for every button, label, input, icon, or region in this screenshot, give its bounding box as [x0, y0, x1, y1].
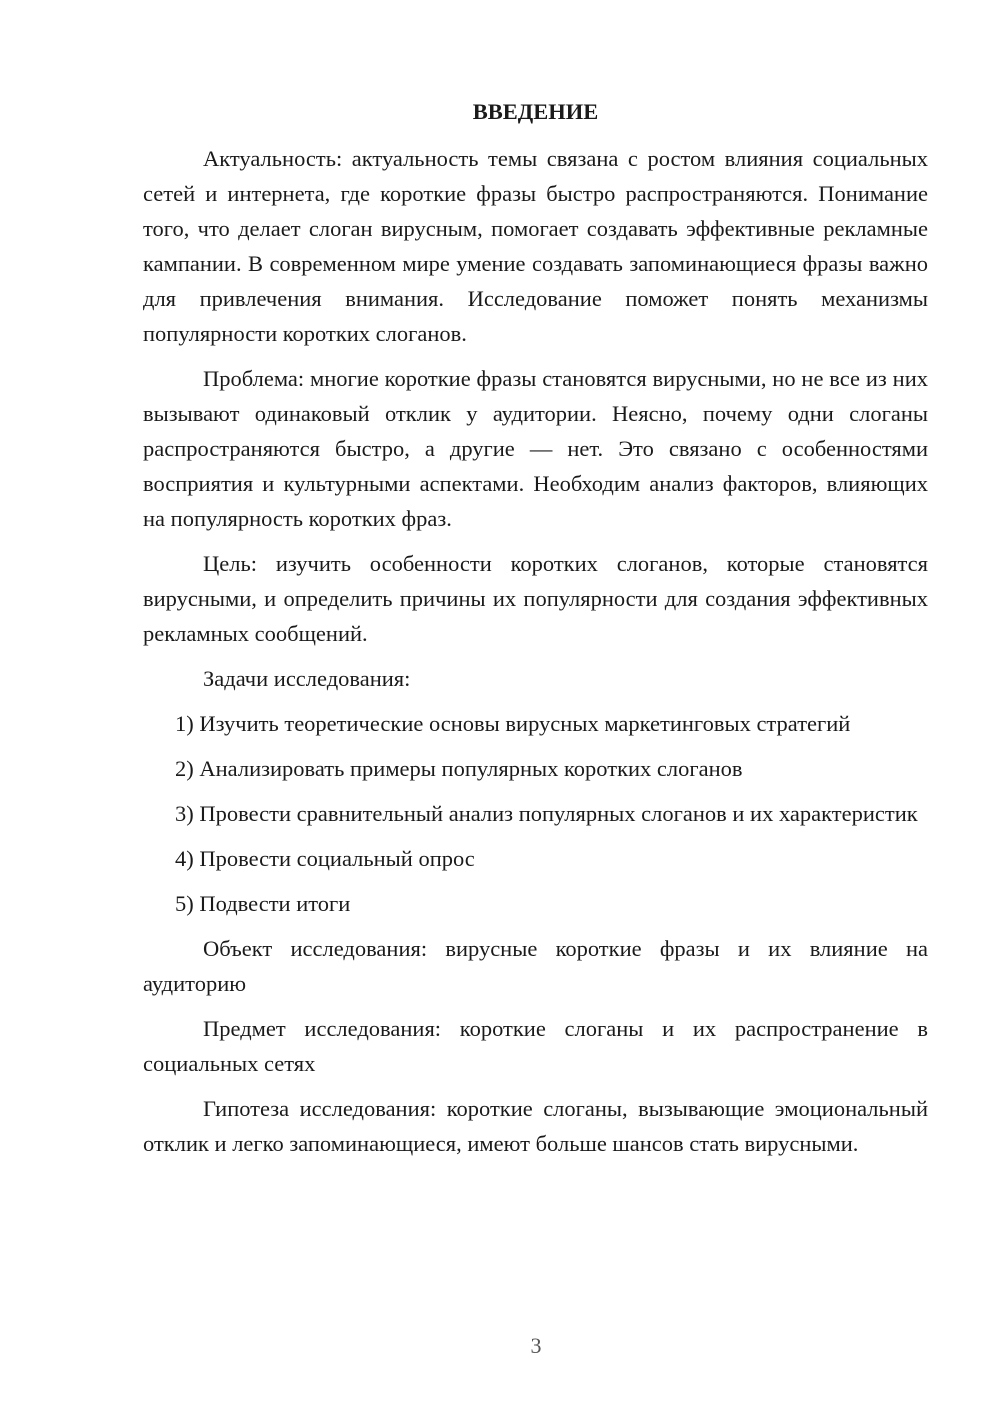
page-number: 3: [530, 1333, 542, 1358]
document-page: [143, 94, 928, 1171]
task-item-4: 4) Провести социальный опрос: [175, 846, 475, 871]
task-item-1: 1) Изучить теоретические основы вирусных маркетинговых стратегий: [175, 711, 851, 736]
task-item-5: 5) Подвести итоги: [175, 891, 351, 916]
relevance-paragraph: Актуальность: актуальность темы связана с ростом влияния социальных сетей и интернета, где короткие фразы быстро распространяются. Понимание того, что делает слоган вирусным, помогает создавать эффективные рекламные кампании. В современном мире умение создавать запоминающиеся фразы важно для привлечения внимания. Исследование поможет понять механизмы популярности коротких слоганов.: [143, 146, 928, 346]
tasks-heading: Задачи исследования:: [203, 666, 411, 691]
task-item-3: 3) Провести сравнительный анализ популярных слоганов и их характеристик: [175, 801, 918, 826]
goal-paragraph: Цель: изучить особенности коротких слоганов, которые становятся вирусными, и определить причины их популярности для создания эффективных рекламных сообщений.: [143, 551, 928, 646]
task-item-2: 2) Анализировать примеры популярных коротких слоганов: [175, 756, 743, 781]
object-paragraph: Объект исследования: вирусные короткие фразы и их влияние на аудиторию: [143, 936, 928, 996]
problem-paragraph: Проблема: многие короткие фразы становятся вирусными, но не все из них вызывают одинаковый отклик у аудитории. Неясно, почему одни слоганы распространяются быстро, а другие — нет. Это связано с особенностями восприятия и культурными аспектами. Необходим анализ факторов, влияющих на популярность коротких фраз.: [143, 366, 928, 531]
subject-paragraph: Предмет исследования: короткие слоганы и их распространение в социальных сетях: [143, 1016, 928, 1076]
section-title: ВВЕДЕНИЕ: [472, 99, 599, 124]
hypothesis-paragraph: Гипотеза исследования: короткие слоганы, вызывающие эмоциональный отклик и легко запоминающиеся, имеют больше шансов стать вирусными.: [143, 1096, 928, 1156]
